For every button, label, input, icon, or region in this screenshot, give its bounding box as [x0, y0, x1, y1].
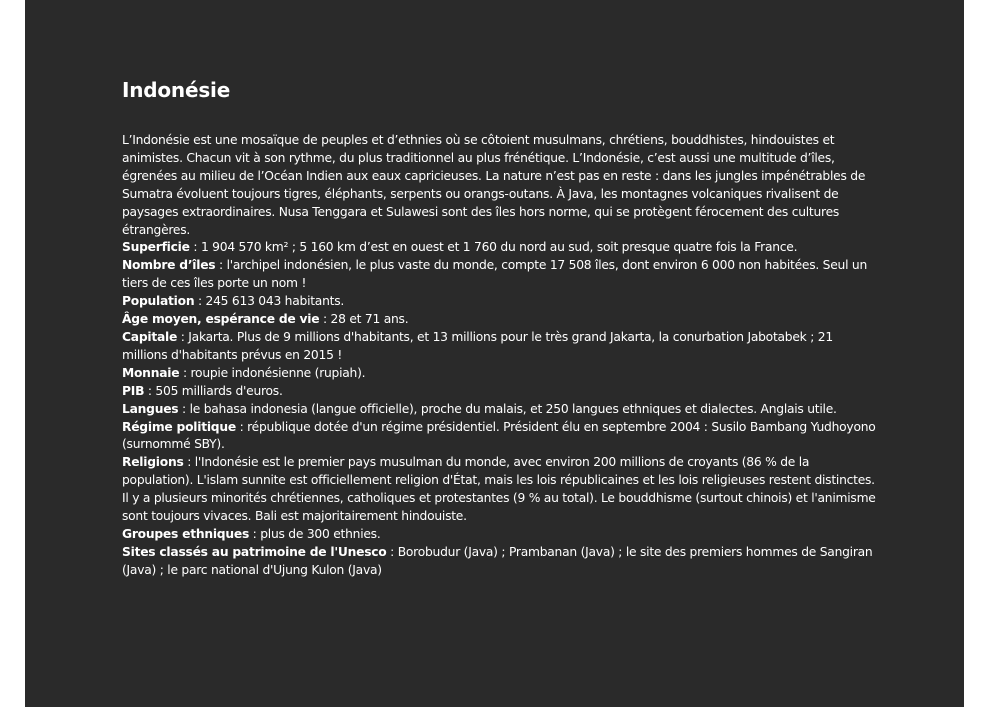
fact-regime-politique — [122, 419, 879, 455]
fact-label: Superficie — [122, 240, 190, 255]
fact-groupes-ethniques — [122, 526, 879, 544]
fact-label: Capitale — [122, 329, 178, 344]
fact-label: Régime politique — [122, 419, 236, 434]
fact-population — [122, 293, 879, 311]
fact-label: Religions — [122, 455, 184, 470]
page-title: Indonésie — [122, 78, 231, 102]
document-page — [25, 0, 964, 707]
fact-capitale — [122, 329, 879, 365]
fact-label: PIB — [122, 383, 145, 398]
fact-text: : Jakarta. Plus de 9 millions d'habitants, et 13 millions pour le très grand Jakarta, la conurbation Jabotabek ; 21 millions d'habitants prévus en 2015 ! — [122, 329, 833, 362]
fact-text: : 245 613 043 habitants. — [194, 294, 345, 309]
fact-text: : 1 904 570 km² ; 5 160 km d’est en ouest et 1 760 du nord au sud, soit presque quatre fois la France. — [189, 240, 798, 255]
fact-text: : 505 milliards d'euros. — [144, 383, 283, 398]
fact-label: Sites classés au patrimoine de l'Unesco — [122, 544, 387, 559]
fact-text: : l'archipel indonésien, le plus vaste du monde, compte 17 508 îles, dont environ 6 000 non habitées. Seul un tiers de ces îles porte un nom ! — [122, 258, 868, 291]
fact-label: Langues — [122, 401, 179, 416]
fact-text: : république dotée d'un régime présidentiel. Président élu en septembre 2004 : Susilo Bambang Yudhoyono (surnommé SBY). — [122, 419, 876, 452]
intro-paragraph: L’Indonésie est une mosaïque de peuples et d’ethnies où se côtoient musulmans, chrétiens, bouddhistes, hindouistes et animistes. Chacun vit à son rythme, du plus traditionnel au plus frénétique. L’Indonésie, c’est aussi une multitude d’îles, égrenées au milieu de l’Océan Indien aux eaux capricieuses. La nature n’est pas en reste : dans les jungles impénétrables de Sumatra évoluent toujours tigres, éléphants, serpents ou orangs-outans. À Java, les montagnes volcaniques rivalisent de paysages extraordinaires. Nusa Tenggara et Sulawesi sont des îles hors norme, qui se protègent férocement des cultures étrangères. — [122, 133, 866, 237]
fact-label: Population — [122, 294, 195, 309]
fact-pib — [122, 383, 879, 401]
fact-text: : Borobudur (Java) ; Prambanan (Java) ; le site des premiers hommes de Sangiran (Java) ; le parc national d'Ujung Kulon (Java) — [122, 544, 873, 577]
fact-langues — [122, 401, 879, 419]
fact-monnaie — [122, 365, 879, 383]
fact-text: : 28 et 71 ans. — [319, 312, 409, 327]
fact-label: Groupes ethniques — [122, 526, 250, 541]
fact-sites-unesco — [122, 544, 879, 580]
fact-religions — [122, 454, 879, 526]
fact-text: : l'Indonésie est le premier pays musulman du monde, avec environ 200 millions de croyants (86 % de la population). L'islam sunnite est officiellement religion d'État, mais les lois républicaines et les lois religieuses restent distinctes. Il y a plusieurs minorités chrétiennes, catholiques et protestantes (9 % au total). Le bouddhisme (surtout chinois) et l'animisme sont toujours vivaces. Bali est majoritairement hindouiste. — [122, 455, 876, 524]
fact-superficie — [122, 239, 879, 257]
fact-label: Nombre d’îles — [122, 258, 216, 273]
fact-text: : roupie indonésienne (rupiah). — [179, 365, 366, 380]
fact-label: Monnaie — [122, 365, 180, 380]
fact-text: : plus de 300 ethnies. — [249, 526, 381, 541]
body-text — [122, 132, 879, 580]
fact-label: Âge moyen, espérance de vie — [122, 312, 320, 327]
page-content — [122, 78, 879, 580]
fact-text: : le bahasa indonesia (langue officielle), proche du malais, et 250 langues ethniques et dialectes. Anglais utile. — [178, 401, 837, 416]
fact-nombre-iles — [122, 257, 879, 293]
fact-age-moyen — [122, 311, 879, 329]
